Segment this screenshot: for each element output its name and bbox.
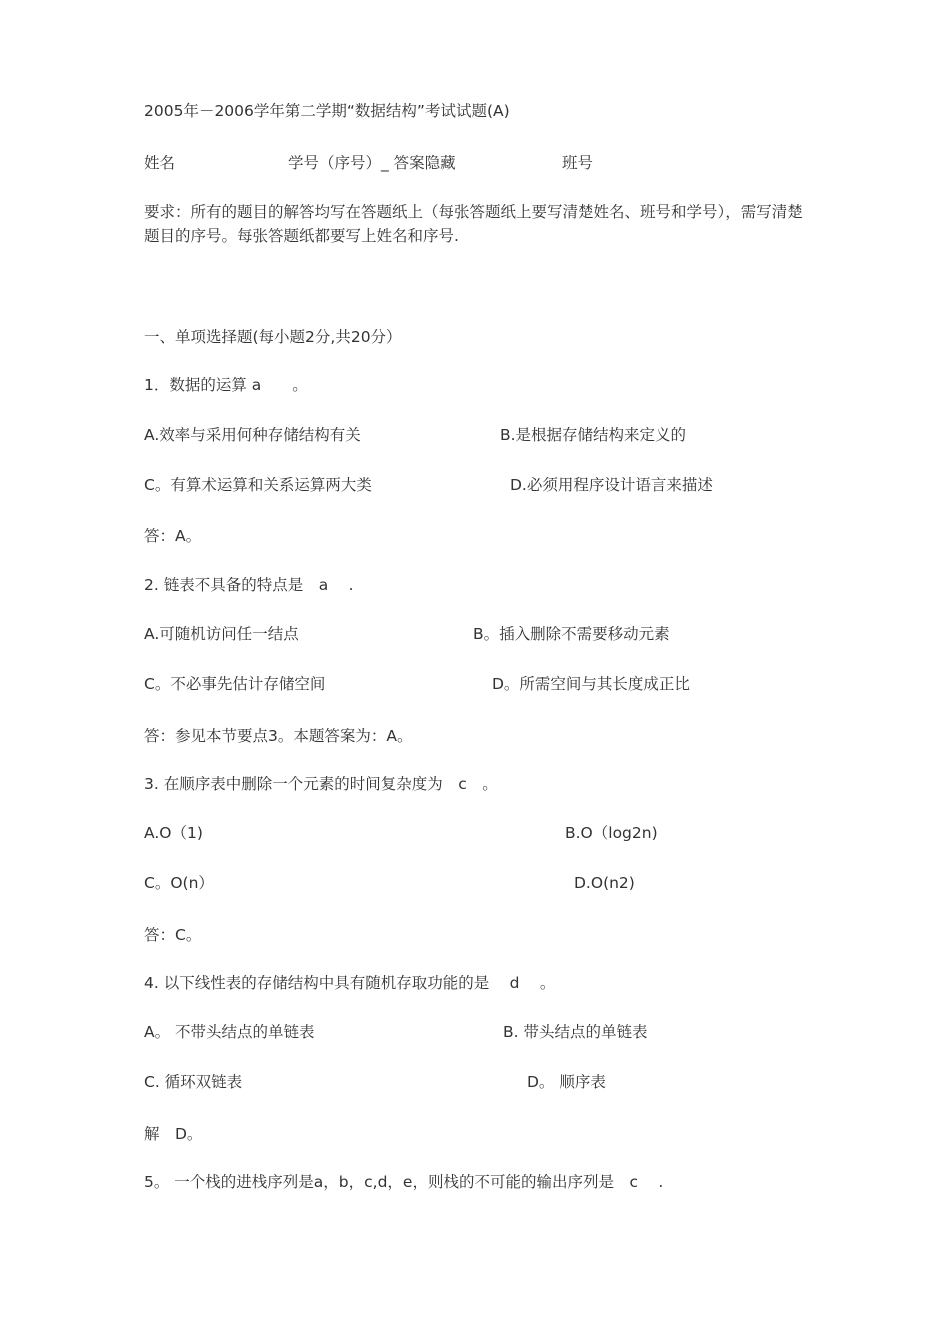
question-2-option-c: C。不必事先估计存储空间 xyxy=(144,675,326,693)
question-3-option-c: C。O(n） xyxy=(144,874,214,892)
name-label: 姓名 xyxy=(144,154,176,172)
question-1-answer: 答：A。 xyxy=(144,527,202,545)
question-3-answer: 答：C。 xyxy=(144,926,202,944)
question-2-answer: 答：参见本节要点3。本题答案为：A。 xyxy=(144,727,413,745)
question-4-answer: 解 D。 xyxy=(144,1125,203,1143)
question-4-stem: 4. 以下线性表的存储结构中具有随机存取功能的是 d 。 xyxy=(144,974,556,992)
question-3-option-d: D.O(n2) xyxy=(574,874,635,892)
question-3-option-b: B.O（log2n) xyxy=(565,824,658,842)
question-1-option-d: D.必须用程序设计语言来描述 xyxy=(510,476,713,494)
question-4-option-b: B. 带头结点的单链表 xyxy=(503,1023,648,1041)
question-4-option-a: A。 不带头结点的单链表 xyxy=(144,1023,315,1041)
question-4-option-d: D。 顺序表 xyxy=(527,1073,606,1091)
section-title: 一、单项选择题(每小题2分,共20分） xyxy=(144,328,402,346)
question-1-stem: 1．数据的运算 a 。 xyxy=(144,376,308,394)
question-3-option-a: A.O（1) xyxy=(144,824,203,842)
requirement-text: 要求：所有的题目的解答均写在答题纸上（每张答题纸上要写清楚姓名、班号和学号），需写清楚题目的序号。每张答题纸都要写上姓名和序号. xyxy=(144,203,803,245)
question-5-stem: 5。 一个栈的进栈序列是a，b，c,d，e，则栈的不可能的输出序列是 c . xyxy=(144,1173,664,1191)
student-no-label: 学号（序号）_ 答案隐藏 xyxy=(288,154,456,172)
question-1-option-b: B.是根据存储结构来定义的 xyxy=(500,426,687,444)
question-1-option-c: C。有算术运算和关系运算两大类 xyxy=(144,476,372,494)
question-1-option-a: A.效率与采用何种存储结构有关 xyxy=(144,426,361,444)
exam-title: 2005年－2006学年第二学期“数据结构”考试试题(A) xyxy=(144,102,510,120)
question-2-option-b: B。插入删除不需要移动元素 xyxy=(473,625,670,643)
question-2-stem: 2. 链表不具备的特点是 a . xyxy=(144,576,354,594)
question-2-option-d: D。所需空间与其长度成正比 xyxy=(492,675,690,693)
question-4-option-c: C. 循环双链表 xyxy=(144,1073,243,1091)
class-label: 班号 xyxy=(562,154,594,172)
question-3-stem: 3. 在顺序表中删除一个元素的时间复杂度为 c 。 xyxy=(144,775,498,793)
question-2-option-a: A.可随机访问任一结点 xyxy=(144,625,299,643)
